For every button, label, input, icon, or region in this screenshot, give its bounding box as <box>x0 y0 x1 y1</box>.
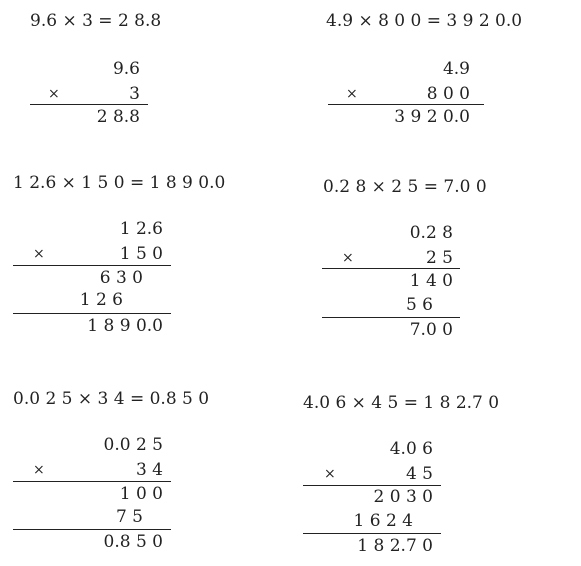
times-sign: × <box>33 462 45 478</box>
partial-product-2: 5 6 <box>405 295 433 315</box>
multiplier: 3 <box>129 84 140 104</box>
rule-line <box>30 104 148 105</box>
product: 1 8 2.7 0 <box>357 536 433 556</box>
product: 2 8.8 <box>96 107 140 127</box>
rule-line <box>13 529 171 530</box>
multiplier: 1 5 0 <box>119 244 163 264</box>
product: 0.8 5 0 <box>103 532 163 552</box>
multiplier: 8 0 0 <box>426 84 470 104</box>
rule-line <box>303 533 441 534</box>
multiplier: 3 4 <box>135 460 163 480</box>
product: 7.0 0 <box>409 320 453 340</box>
rule-line <box>322 317 460 318</box>
partial-product-1: 1 4 0 <box>409 271 453 291</box>
product: 3 9 2 0.0 <box>394 107 470 127</box>
equation: 1 2.6 × 1 5 0 = 1 8 9 0.0 <box>13 173 226 193</box>
partial-product-1: 1 0 0 <box>119 484 163 504</box>
equation: 0.0 2 5 × 3 4 = 0.8 5 0 <box>13 389 210 409</box>
rule-line <box>13 313 171 314</box>
multiplier: 2 5 <box>425 248 453 268</box>
times-sign: × <box>342 250 354 266</box>
equation: 9.6 × 3 = 2 8.8 <box>30 11 162 31</box>
product: 1 8 9 0.0 <box>87 316 163 336</box>
multiplier: 4 5 <box>405 464 433 484</box>
multiplicand: 9.6 <box>112 59 140 79</box>
times-sign: × <box>346 86 358 102</box>
multiplicand: 4.0 6 <box>389 439 433 459</box>
equation: 0.2 8 × 2 5 = 7.0 0 <box>323 177 487 197</box>
partial-product-2: 1 2 6 <box>79 290 123 310</box>
rule-line <box>13 265 171 266</box>
times-sign: × <box>48 86 60 102</box>
partial-product-1: 2 0 3 0 <box>373 487 433 507</box>
equation: 4.9 × 8 0 0 = 3 9 2 0.0 <box>326 11 523 31</box>
rule-line <box>328 104 484 105</box>
rule-line <box>303 485 441 486</box>
times-sign: × <box>33 246 45 262</box>
multiplicand: 0.2 8 <box>409 223 453 243</box>
times-sign: × <box>324 466 336 482</box>
partial-product-2: 1 6 2 4 <box>353 511 413 531</box>
multiplicand: 0.0 2 5 <box>103 435 163 455</box>
rule-line <box>322 268 460 269</box>
multiplicand: 4.9 <box>442 59 470 79</box>
multiplicand: 1 2.6 <box>119 219 163 239</box>
rule-line <box>13 481 171 482</box>
partial-product-1: 6 3 0 <box>99 268 143 288</box>
partial-product-2: 7 5 <box>115 507 143 527</box>
equation: 4.0 6 × 4 5 = 1 8 2.7 0 <box>303 393 500 413</box>
